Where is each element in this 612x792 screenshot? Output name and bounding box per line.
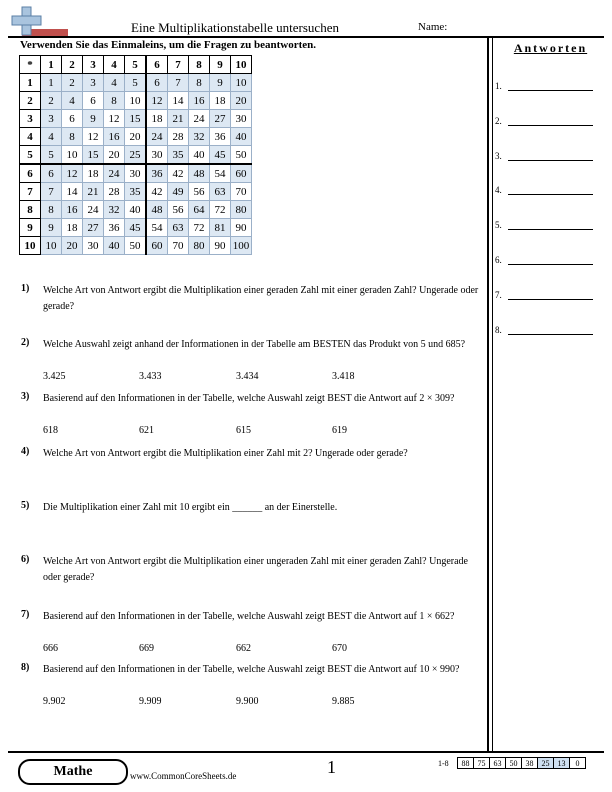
table-cell: 40	[125, 201, 147, 219]
answer-choice: 666	[43, 643, 58, 654]
answer-label: 8.	[495, 324, 502, 335]
table-cell: 8	[104, 92, 125, 110]
answer-line[interactable]	[495, 150, 593, 161]
table-cell: 36	[146, 164, 168, 183]
question-text: Welche Auswahl zeigt anhand der Informationen in der Tabelle am BESTEN das Produkt von 5 und 685?	[43, 339, 466, 350]
table-cell: 30	[146, 146, 168, 165]
answer-choice: 619	[332, 425, 347, 436]
row-header: 4	[20, 128, 41, 146]
table-cell: 32	[104, 201, 125, 219]
row-header: 5	[20, 146, 41, 165]
row-header: 3	[20, 110, 41, 128]
score-cell: 38	[522, 758, 538, 769]
col-header: 8	[189, 56, 210, 74]
score-table	[457, 757, 586, 769]
table-cell: 64	[189, 201, 210, 219]
table-cell: 9	[41, 219, 62, 237]
table-cell: 56	[189, 183, 210, 201]
footer-divider	[8, 751, 604, 753]
answer-choice: 3.433	[139, 371, 162, 382]
table-cell: 36	[104, 219, 125, 237]
table-cell: 90	[210, 237, 231, 255]
col-header: 7	[168, 56, 189, 74]
question-text: Basierend auf den Informationen in der Tabelle, welche Auswahl zeigt BEST die Antwort auf 2 × 309?	[43, 393, 455, 404]
question-number: 7)	[21, 609, 30, 620]
table-cell: 100	[231, 237, 252, 255]
question-number: 8)	[21, 662, 30, 673]
answer-line[interactable]	[495, 184, 593, 195]
col-header: 10	[231, 56, 252, 74]
answer-line[interactable]	[495, 219, 593, 230]
table-cell: 14	[168, 92, 189, 110]
table-cell: 27	[210, 110, 231, 128]
col-header: 9	[210, 56, 231, 74]
answer-column-divider	[487, 37, 489, 751]
answer-choice: 3.434	[236, 371, 259, 382]
table-cell: 60	[231, 164, 252, 183]
answer-label: 6.	[495, 255, 502, 265]
table-cell: 35	[125, 183, 147, 201]
table-cell: 70	[231, 183, 252, 201]
table-cell: 36	[210, 128, 231, 146]
score-cell: 88	[458, 758, 474, 769]
table-cell: 8	[189, 74, 210, 92]
col-header: 5	[125, 56, 147, 74]
table-cell: 3	[41, 110, 62, 128]
score-cell: 75	[474, 758, 490, 769]
table-cell: 15	[83, 146, 104, 165]
table-cell: 30	[231, 110, 252, 128]
table-cell: 48	[189, 164, 210, 183]
table-cell: 1	[41, 74, 62, 92]
table-cell: 12	[104, 110, 125, 128]
table-cell: 9	[210, 74, 231, 92]
table-cell: 80	[189, 237, 210, 255]
table-cell: 49	[168, 183, 189, 201]
table-cell: 3	[83, 74, 104, 92]
question-number: 3)	[21, 391, 30, 402]
answer-choice: 662	[236, 643, 251, 654]
table-cell: 40	[104, 237, 125, 255]
question-text: Die Multiplikation einer Zahl mit 10 ergibt ein ______ an der Einerstelle.	[43, 502, 338, 513]
answer-label: 5.	[495, 220, 502, 231]
table-cell: 10	[62, 146, 83, 165]
table-cell: 16	[104, 128, 125, 146]
site-url: www.CommonCoreSheets.de	[130, 771, 237, 781]
answer-line[interactable]	[495, 289, 593, 300]
answer-line[interactable]	[495, 254, 593, 265]
answer-choice: 621	[139, 425, 154, 436]
table-cell: 20	[125, 128, 147, 146]
table-cell: 10	[41, 237, 62, 255]
table-cell: 30	[83, 237, 104, 255]
row-header: 9	[20, 219, 41, 237]
row-header: 7	[20, 183, 41, 201]
question-number: 1)	[21, 283, 30, 294]
table-cell: 35	[168, 146, 189, 165]
table-cell: 42	[168, 164, 189, 183]
question-text: Welche Art von Antwort ergibt die Multiplikation einer Zahl mit 2? Ungerade oder gerade?	[43, 448, 408, 459]
answer-label: 2.	[495, 115, 502, 126]
table-cell: 10	[125, 92, 147, 110]
table-cell: 21	[83, 183, 104, 201]
table-cell: 15	[125, 110, 147, 128]
score-range: 1-8	[438, 759, 449, 768]
table-cell: 70	[168, 237, 189, 255]
score-cell: 13	[554, 758, 570, 769]
score-cell: 0	[570, 758, 586, 769]
answer-blank[interactable]	[508, 289, 593, 300]
answer-choice: 9.902	[43, 696, 66, 707]
question-number: 6)	[21, 554, 30, 565]
row-header: 1	[20, 74, 41, 92]
answer-choice: 9.900	[236, 696, 259, 707]
page-number: 1	[327, 757, 336, 777]
table-cell: 63	[168, 219, 189, 237]
question-number: 5)	[21, 500, 30, 511]
table-cell: 72	[189, 219, 210, 237]
table-cell: 40	[231, 128, 252, 146]
table-cell: 5	[125, 74, 147, 92]
table-cell: 6	[41, 164, 62, 183]
table-cell: 5	[41, 146, 62, 165]
table-cell: 18	[210, 92, 231, 110]
instructions: Verwenden Sie das Einmaleins, um die Fragen zu beantworten.	[20, 39, 316, 51]
table-cell: 6	[146, 74, 168, 92]
table-cell: 7	[168, 74, 189, 92]
table-cell: 90	[231, 219, 252, 237]
table-cell: 12	[146, 92, 168, 110]
table-cell: 12	[83, 128, 104, 146]
table-cell: 45	[125, 219, 147, 237]
col-header: 3	[83, 56, 104, 74]
question-text: Basierend auf den Informationen in der Tabelle, welche Auswahl zeigt BEST die Antwort auf 10 × 990?	[43, 664, 460, 675]
table-cell: 50	[125, 237, 147, 255]
col-header: 1	[41, 56, 62, 74]
page-title: Eine Multiplikationstabelle untersuchen	[131, 20, 339, 35]
table-cell: 54	[210, 164, 231, 183]
table-cell: 2	[41, 92, 62, 110]
answer-choice: 3.418	[332, 371, 355, 382]
question-text: Welche Art von Antwort ergibt die Multiplikation einer geraden Zahl mit einer geraden Zahl? Ungerade oder gerade?	[43, 285, 479, 312]
table-cell: 8	[62, 128, 83, 146]
table-cell: 48	[146, 201, 168, 219]
row-header: 8	[20, 201, 41, 219]
table-cell: 4	[41, 128, 62, 146]
col-header: 6	[146, 56, 168, 74]
table-cell: 18	[146, 110, 168, 128]
answer-label: 3.	[495, 150, 502, 161]
answer-label: 1.	[495, 81, 502, 91]
table-cell: 50	[231, 146, 252, 165]
table-cell: 2	[62, 74, 83, 92]
table-cell: 14	[62, 183, 83, 201]
question-text: Welche Art von Antwort ergibt die Multiplikation einer ungeraden Zahl mit einer geraden Zahl? Ungerade oder gerade?	[43, 556, 468, 583]
table-corner: *	[20, 56, 41, 74]
table-cell: 81	[210, 219, 231, 237]
table-cell: 72	[210, 201, 231, 219]
table-cell: 20	[231, 92, 252, 110]
table-cell: 45	[210, 146, 231, 165]
col-header: 2	[62, 56, 83, 74]
answers-title: Antworten	[513, 41, 588, 55]
table-cell: 27	[83, 219, 104, 237]
table-cell: 12	[62, 164, 83, 183]
answer-choice: 9.885	[332, 696, 355, 707]
table-cell: 24	[83, 201, 104, 219]
table-cell: 28	[104, 183, 125, 201]
table-cell: 9	[83, 110, 104, 128]
table-cell: 28	[168, 128, 189, 146]
answer-choice: 669	[139, 643, 154, 654]
question-text: Basierend auf den Informationen in der Tabelle, welche Auswahl zeigt BEST die Antwort auf 1 × 662?	[43, 611, 455, 622]
table-cell: 60	[146, 237, 168, 255]
table-cell: 18	[83, 164, 104, 183]
question-number: 4)	[21, 446, 30, 457]
answer-choice: 615	[236, 425, 251, 436]
header-divider	[8, 36, 604, 38]
answer-line[interactable]	[495, 324, 593, 335]
name-label: Name:	[418, 21, 448, 33]
table-cell: 80	[231, 201, 252, 219]
table-cell: 6	[62, 110, 83, 128]
table-cell: 6	[83, 92, 104, 110]
answer-label: 7.	[495, 289, 502, 300]
table-cell: 32	[189, 128, 210, 146]
table-cell: 7	[41, 183, 62, 201]
table-cell: 21	[168, 110, 189, 128]
row-header: 10	[20, 237, 41, 255]
answer-blank[interactable]	[508, 219, 593, 230]
table-cell: 24	[104, 164, 125, 183]
answer-choice: 618	[43, 425, 58, 436]
answer-blank[interactable]	[508, 184, 593, 195]
table-cell: 24	[189, 110, 210, 128]
answer-blank[interactable]	[508, 80, 593, 91]
table-cell: 8	[41, 201, 62, 219]
answer-line[interactable]	[495, 115, 593, 126]
answer-blank[interactable]	[508, 254, 593, 265]
table-cell: 63	[210, 183, 231, 201]
answer-choice: 670	[332, 643, 347, 654]
answer-choice: 9.909	[139, 696, 162, 707]
table-cell: 16	[189, 92, 210, 110]
table-cell: 20	[62, 237, 83, 255]
table-cell: 4	[104, 74, 125, 92]
table-cell: 20	[104, 146, 125, 165]
score-cell: 25	[538, 758, 554, 769]
score-cell: 50	[506, 758, 522, 769]
answer-column-divider-inner	[492, 37, 493, 751]
answer-line[interactable]	[495, 80, 593, 91]
table-cell: 10	[231, 74, 252, 92]
answer-blank[interactable]	[508, 324, 593, 335]
answer-choice: 3.425	[43, 371, 66, 382]
col-header: 4	[104, 56, 125, 74]
row-header: 6	[20, 164, 41, 183]
subject-badge: Mathe	[18, 759, 128, 785]
table-cell: 4	[62, 92, 83, 110]
table-cell: 18	[62, 219, 83, 237]
answer-blank[interactable]	[508, 150, 593, 161]
table-cell: 42	[146, 183, 168, 201]
answer-label: 4.	[495, 185, 502, 196]
table-cell: 56	[168, 201, 189, 219]
table-cell: 24	[146, 128, 168, 146]
table-cell: 30	[125, 164, 147, 183]
row-header: 2	[20, 92, 41, 110]
answer-blank[interactable]	[508, 115, 593, 126]
table-cell: 25	[125, 146, 147, 165]
multiplication-table	[19, 55, 252, 255]
question-number: 2)	[21, 337, 30, 348]
score-cell: 63	[490, 758, 506, 769]
table-cell: 54	[146, 219, 168, 237]
table-cell: 40	[189, 146, 210, 165]
table-cell: 16	[62, 201, 83, 219]
